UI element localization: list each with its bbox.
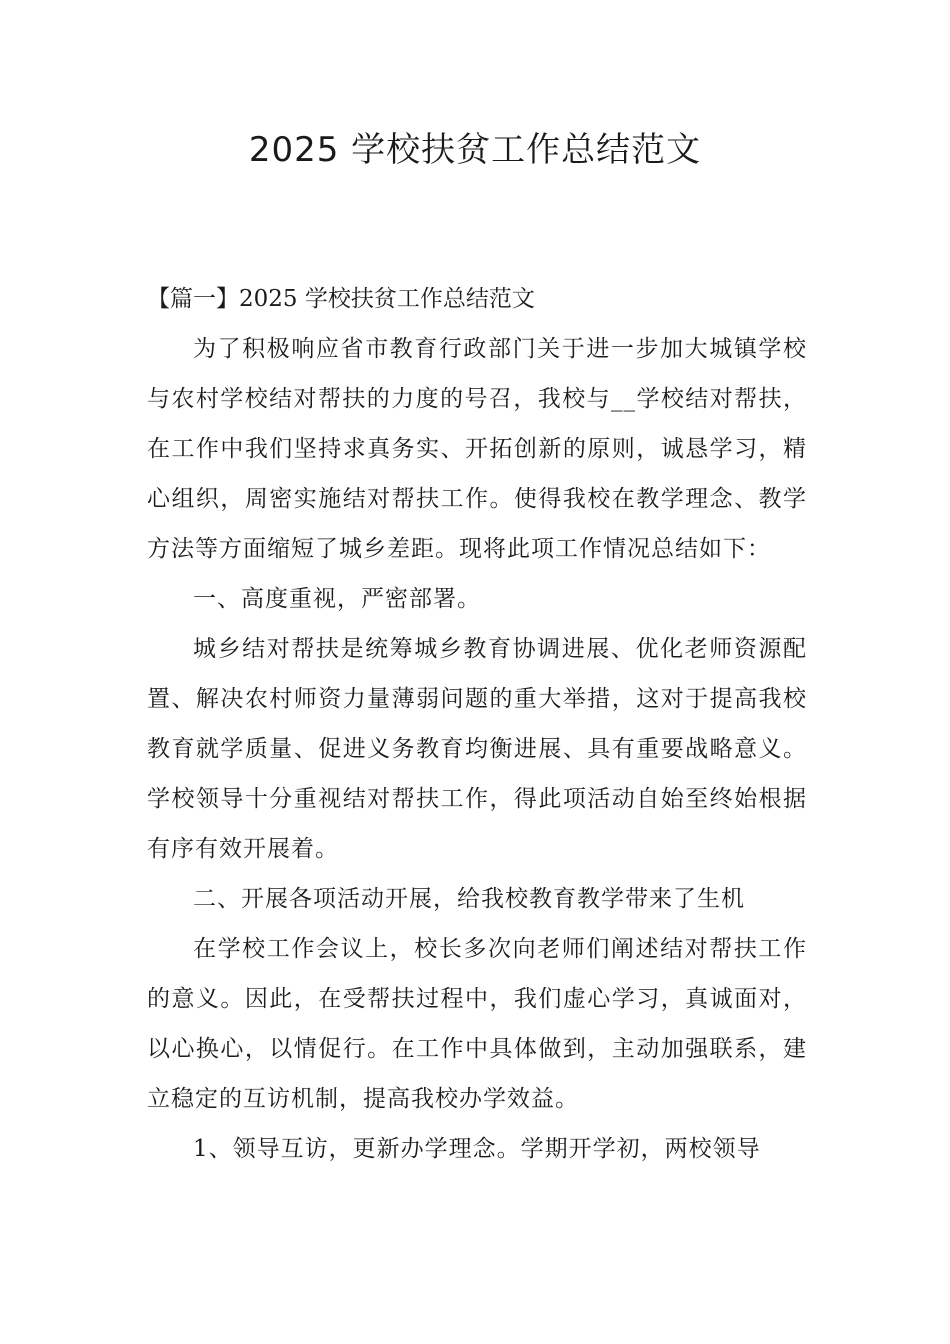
document-body xyxy=(147,274,807,1174)
paragraph-heading-2: 二、开展各项活动开展，给我校教育教学带来了生机 xyxy=(193,886,745,912)
paragraph-body-2: 在学校工作会议上，校长多次向老师们阐述结对帮扶工作的意义。因此，在受帮扶过程中，我们虚心学习，真诚面对，以心换心，以情促行。在工作中具体做到，主动加强联系，建立稳定的互访机制，提高我校办学效益。 xyxy=(147,936,807,1112)
paragraph-body-1: 城乡结对帮扶是统筹城乡教育协调进展、优化老师资源配置、解决农村师资力量薄弱问题的重大举措，这对于提高我校教育就学质量、促进义务教育均衡进展、具有重要战略意义。学校领导十分重视结对帮扶工作，得此项活动自始至终始根据有序有效开展着。 xyxy=(147,636,807,862)
paragraph-intro: 为了积极响应省市教育行政部门关于进一步加大城镇学校与农村学校结对帮扶的力度的号召，我校与__学校结对帮扶，在工作中我们坚持求真务实、开拓创新的原则，诚恳学习，精心组织，周密实施结对帮扶工作。使得我校在教学理念、教学方法等方面缩短了城乡差距。现将此项工作情况总结如下： xyxy=(147,336,807,562)
section-heading: 【篇一】2025 学校扶贫工作总结范文 xyxy=(147,286,535,312)
paragraph-item-1: 1、领导互访，更新办学理念。学期开学初，两校领导 xyxy=(193,1136,761,1162)
document-title: 2025 学校扶贫工作总结范文 xyxy=(248,130,702,170)
paragraph-heading-1: 一、高度重视，严密部署。 xyxy=(193,586,481,612)
